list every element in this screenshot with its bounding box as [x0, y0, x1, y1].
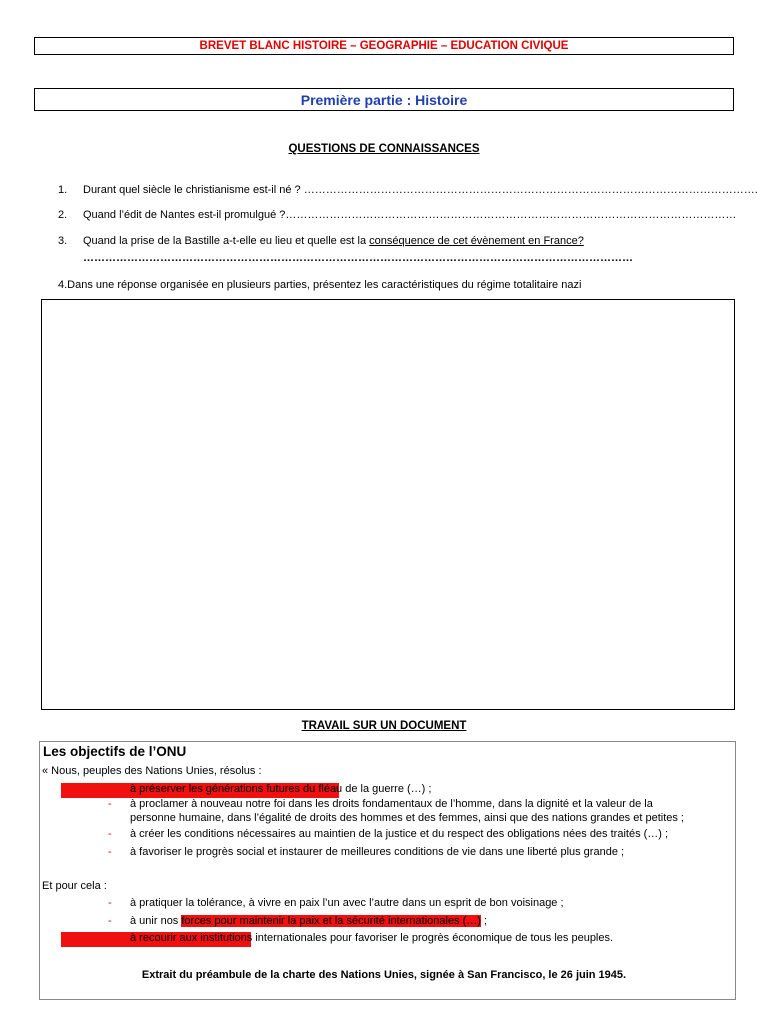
answer-dots: ……………………………………………………………………………………………………………	[285, 209, 737, 221]
question-1	[58, 184, 758, 196]
answer-dots: …………………………………………………………………………………………………………….	[303, 184, 758, 196]
list-item: à proclamer à nouveau notre foi dans les droits fondamentaux de l’homme, dans la dignité et la valeur de la	[130, 798, 653, 810]
question-3	[58, 235, 584, 247]
part-title: Première partie : Histoire	[300, 92, 468, 108]
question-2	[58, 209, 736, 221]
transition-text: Et pour cela :	[42, 880, 107, 892]
highlighted-text: forces pour maintenir la paix et la sécurité internationales (…)	[181, 915, 481, 927]
question-number: 1.	[58, 184, 68, 196]
list-item: à créer les conditions nécessaires au maintien de la justice et du respect des obligations nées des traités (…) ;	[130, 828, 669, 840]
part-box	[34, 88, 734, 111]
question-text: Quand l’édit de Nantes est-il promulgué ?	[83, 209, 286, 221]
question-text: Quand la prise de la Bastille a-t-elle eu lieu et quelle est la	[83, 235, 370, 247]
list-item: à recourir aux institutions internationales pour favoriser le progrès économique de tous les peuples.	[130, 932, 614, 944]
document-heading: TRAVAIL SUR UN DOCUMENT	[301, 720, 467, 732]
bullet-dash: -	[108, 846, 112, 858]
question-3-dots: ……………………………………………………………………………………………………………………………………	[83, 252, 633, 264]
list-item: à pratiquer la tolérance, à vivre en paix l’un avec l’autre dans un esprit de bon voisinage ;	[130, 897, 564, 909]
question-underlined-text: conséquence de cet évènement en France?	[369, 235, 584, 247]
list-item	[130, 915, 487, 927]
question-4: 4.Dans une réponse organisée en plusieurs parties, présentez les caractéristiques du régime totalitaire nazi	[58, 279, 582, 291]
knowledge-heading: QUESTIONS DE CONNAISSANCES	[288, 143, 480, 155]
title-box	[34, 37, 734, 55]
question-number: 3.	[58, 235, 68, 247]
list-item: à favoriser le progrès social et instaurer de meilleures conditions de vie dans une liberté plus grande ;	[130, 846, 625, 858]
exam-title: BREVET BLANC HISTOIRE – GEOGRAPHIE – EDUCATION CIVIQUE	[199, 40, 569, 52]
document-intro: « Nous, peuples des Nations Unies, résolus :	[42, 765, 262, 777]
list-item: à préserver les générations futures du fléau de la guerre (…) ;	[130, 783, 432, 795]
list-item-continued: personne humaine, dans l’égalité de droits des hommes et des femmes, ainsi que des nations grandes et petites ;	[130, 812, 684, 824]
document-caption: Extrait du préambule de la charte des Nations Unies, signée à San Francisco, le 26 juin 1945.	[141, 969, 627, 981]
list-item-text: à unir nos	[130, 915, 182, 927]
question-number: 2.	[58, 209, 68, 221]
list-item-end: ;	[480, 915, 488, 927]
document-box	[39, 741, 736, 1000]
answer-box[interactable]	[41, 299, 735, 710]
bullet-dash: -	[108, 915, 112, 927]
document-title: Les objectifs de l’ONU	[43, 744, 187, 759]
bullet-dash: -	[108, 798, 112, 810]
bullet-dash: -	[108, 897, 112, 909]
question-text: Durant quel siècle le christianisme est-il né ?	[83, 184, 304, 196]
bullet-dash: -	[108, 828, 112, 840]
